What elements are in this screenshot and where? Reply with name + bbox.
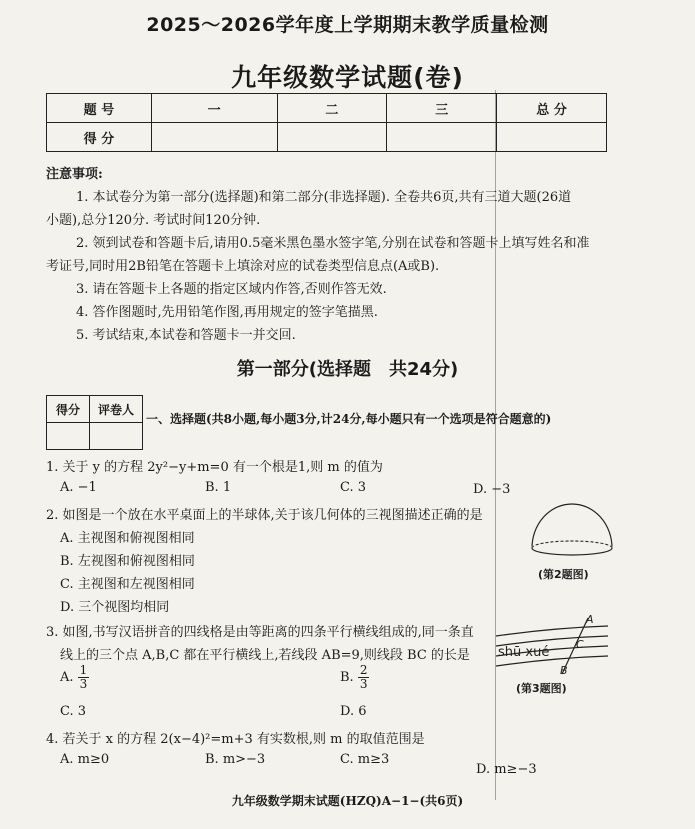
point-label-c: C <box>576 638 584 651</box>
page-footer: 九年级数学期末试题(HZQ)A−1−(共6页) <box>231 794 464 808</box>
q3-stem-line2: 线上的三个点 A,B,C 都在平行横线上,若线段 AB=9,则线段 BC 的长是 <box>60 648 470 663</box>
score-cell <box>151 123 277 152</box>
q3-a-numerator: 1 <box>79 663 88 677</box>
score-header-cell: 总 分 <box>497 94 607 123</box>
pinyin-text: shū xué <box>498 645 550 660</box>
q3-option-b-fraction <box>358 664 370 691</box>
section-title: 一、选择题(共8小题,每小题3分,计24分,每小题只有一个选项是符合题意的) <box>146 412 552 426</box>
score-cell <box>387 123 497 152</box>
q2-caption: (第2题图) <box>538 568 589 581</box>
notes-title: 注意事项: <box>46 167 103 182</box>
score-cell <box>497 123 607 152</box>
score-header-cell: 二 <box>277 94 387 123</box>
q2-option-c: C. 主视图和左视图相同 <box>60 577 195 592</box>
q1-option-a: A. −1 <box>60 480 97 495</box>
note-line: 考证号,同时用2B铅笔在答题卡上填涂对应的试卷类型信息点(A或B). <box>46 259 440 274</box>
score-cell <box>277 123 387 152</box>
note-line: 小题),总分120分. 考试时间120分钟. <box>46 213 261 228</box>
note-line: 3. 请在答题卡上各题的指定区域内作答,否则作答无效. <box>76 282 387 297</box>
q3-option-b <box>340 664 369 691</box>
q3-option-c: C. 3 <box>60 704 87 719</box>
q2-option-b: B. 左视图和俯视图相同 <box>60 554 195 569</box>
q2-option-d: D. 三个视图均相同 <box>60 600 170 615</box>
hemisphere-figure <box>526 496 618 564</box>
q1-option-b: B. 1 <box>205 480 232 495</box>
score-header-cell: 题 号 <box>47 94 152 123</box>
q3-option-a <box>60 664 89 691</box>
note-line: 5. 考试结束,本试卷和答题卡一并交回. <box>76 328 296 343</box>
score-row-label: 得 分 <box>47 123 152 152</box>
q2-stem: 2. 如图是一个放在水平桌面上的半球体,关于该几何体的三视图描述正确的是 <box>46 508 483 523</box>
exam-header: 2025～2026学年度上学期期末教学质量检测 <box>146 14 549 36</box>
q3-b-numerator: 2 <box>359 663 368 677</box>
part1-title: 第一部分(选择题 共24分) <box>236 359 459 380</box>
score-table <box>46 93 607 152</box>
q4-option-d: D. m≥−3 <box>476 762 537 777</box>
note-line: 1. 本试卷分为第一部分(选择题)和第二部分(非选择题). 全卷共6页,共有三道大题(26道 <box>76 190 572 205</box>
q4-option-b: B. m>−3 <box>205 752 266 767</box>
q4-option-c: C. m≥3 <box>340 752 390 767</box>
q1-stem: 1. 关于 y 的方程 2y²−y+m=0 有一个根是1,则 m 的值为 <box>46 460 383 475</box>
q3-option-a-fraction <box>78 664 90 691</box>
q3-a-denominator: 3 <box>79 677 88 691</box>
q3-caption: (第3题图) <box>516 682 567 695</box>
q3-option-a-prefix: A. <box>60 670 74 685</box>
q3-b-denominator: 3 <box>359 677 368 691</box>
point-label-a: A <box>586 613 594 626</box>
score-header-cell: 三 <box>387 94 497 123</box>
q3-option-b-prefix: B. <box>340 670 354 685</box>
grader-name-label: 评卷人 <box>90 396 143 423</box>
point-label-b: B <box>560 664 568 677</box>
q4-stem: 4. 若关于 x 的方程 2(x−4)²=m+3 有实数根,则 m 的取值范围是 <box>46 732 425 747</box>
score-header-cell: 一 <box>151 94 277 123</box>
grader-name-cell <box>90 423 143 450</box>
note-line: 2. 领到试卷和答题卡后,请用0.5毫米黑色墨水签字笔,分别在试卷和答题卡上填写姓名和准 <box>76 236 590 251</box>
q2-option-a: A. 主视图和俯视图相同 <box>60 531 195 546</box>
pinyin-grid-figure <box>492 612 614 678</box>
q3-option-d: D. 6 <box>340 704 367 719</box>
q1-option-d: D. −3 <box>473 482 511 497</box>
q3-stem-line1: 3. 如图,书写汉语拼音的四线格是由等距离的四条平行横线组成的,同一条直 <box>46 625 474 640</box>
exam-title: 九年级数学试题(卷) <box>231 63 464 92</box>
q1-option-c: C. 3 <box>340 480 367 495</box>
q4-option-a: A. m≥0 <box>60 752 110 767</box>
grader-score-cell <box>47 423 90 450</box>
grader-score-label: 得分 <box>47 396 90 423</box>
note-line: 4. 答作图题时,先用铅笔作图,再用规定的签字笔描黑. <box>76 305 378 320</box>
grader-table <box>46 395 143 450</box>
